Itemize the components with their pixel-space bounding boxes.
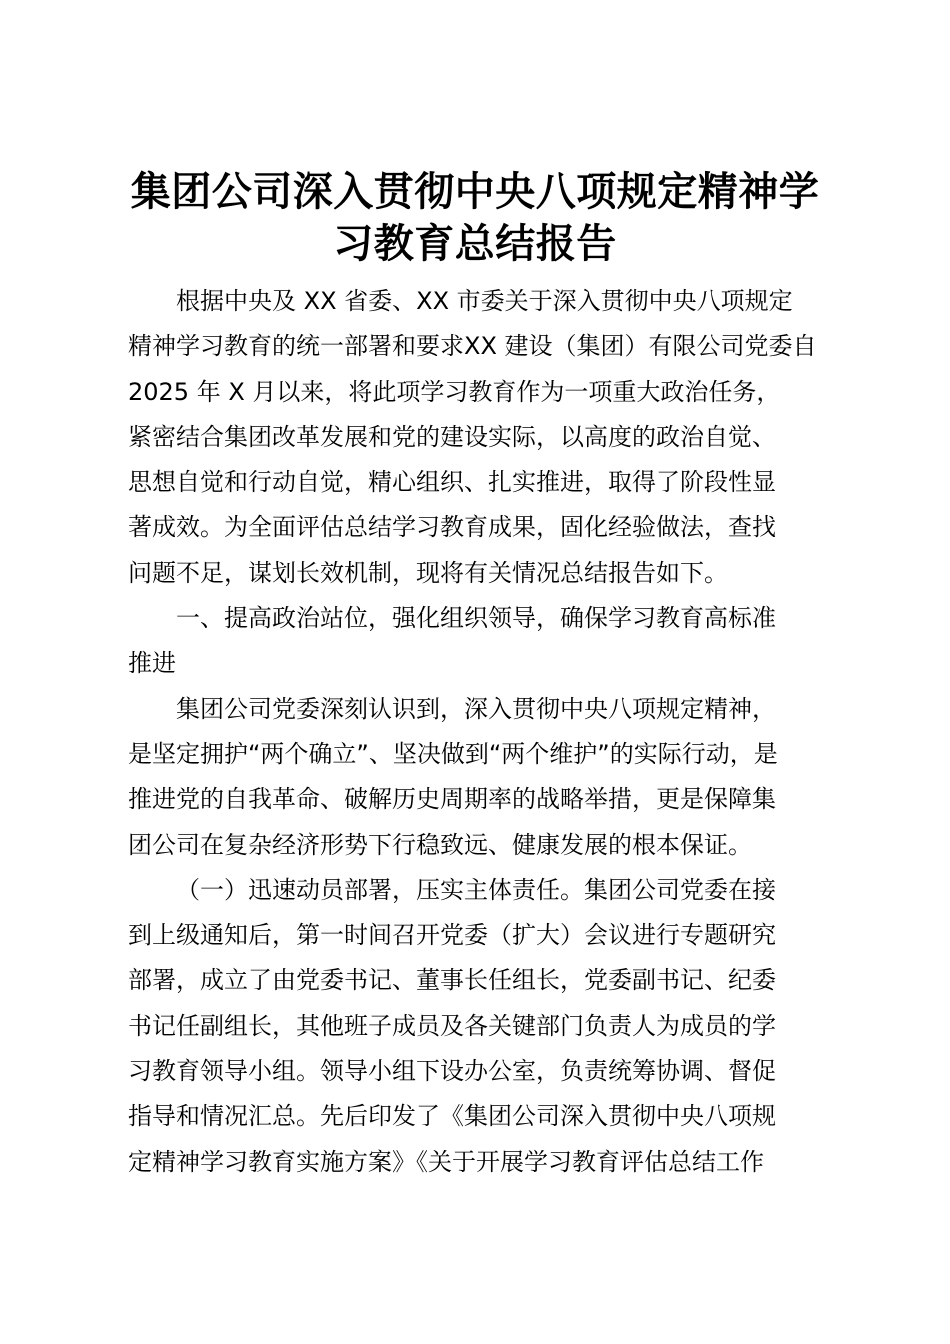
text-line: 指导和情况汇总。先后印发了《集团公司深入贯彻中央八项规 [128, 1102, 776, 1131]
section-heading-1 [128, 596, 828, 687]
text-line: 2025 年 X 月以来，将此项学习教育作为一项重大政治任务， [128, 377, 781, 406]
text-line: 思想自觉和行动自觉，精心组织、扎实推进，取得了阶段性显 [128, 468, 776, 497]
text-line: 定精神学习教育实施方案》《关于开展学习教育评估总结工作 [128, 1147, 764, 1176]
text-line: 问题不足，谋划长效机制，现将有关情况总结报告如下。 [128, 558, 728, 587]
text-line: 是坚定拥护“两个确立”、坚决做到“两个维护”的实际行动，是 [128, 739, 778, 768]
text-line: 书记任副组长，其他班子成员及各关键部门负责人为成员的学 [128, 1011, 776, 1040]
text-line: 部署，成立了由党委书记、董事长任组长，党委副书记、纪委 [128, 966, 776, 995]
paragraph-section-1 [128, 687, 828, 868]
document-body [128, 279, 828, 1185]
paragraph-subsection-1 [128, 868, 828, 1185]
text-line: 推进党的自我革命、破解历史周期率的战略举措，更是保障集 [128, 785, 776, 814]
text-line: 团公司在复杂经济形势下行稳致远、健康发展的根本保证。 [128, 830, 752, 859]
text-line: 集团公司党委深刻认识到，深入贯彻中央八项规定精神， [176, 694, 776, 723]
text-line: 紧密结合集团改革发展和党的建设实际，以高度的政治自觉、 [128, 422, 776, 451]
text-line: 习教育领导小组。领导小组下设办公室，负责统筹协调、督促 [128, 1057, 776, 1086]
text-line: （一）迅速动员部署，压实主体责任。集团公司党委在接 [176, 875, 776, 904]
text-line: 根据中央及 XX 省委、XX 市委关于深入贯彻中央八项规定 [176, 287, 793, 315]
text-line: 到上级通知后，第一时间召开党委（扩大）会议进行专题研究 [128, 921, 776, 950]
document-title [110, 166, 840, 270]
text-line: 推进 [128, 649, 176, 678]
text-line: 著成效。为全面评估总结学习教育成果，固化经验做法，查找 [128, 513, 776, 542]
title-line: 集团公司深入贯彻中央八项规定精神学 [130, 169, 820, 215]
paragraph-intro [128, 279, 828, 596]
text-line: 一、提高政治站位，强化组织领导，确保学习教育高标准 [176, 604, 776, 633]
title-line: 习教育总结报告 [333, 221, 617, 267]
text-line: 精神学习教育的统一部署和要求XX 建设（集团）有限公司党委自 [128, 332, 817, 361]
